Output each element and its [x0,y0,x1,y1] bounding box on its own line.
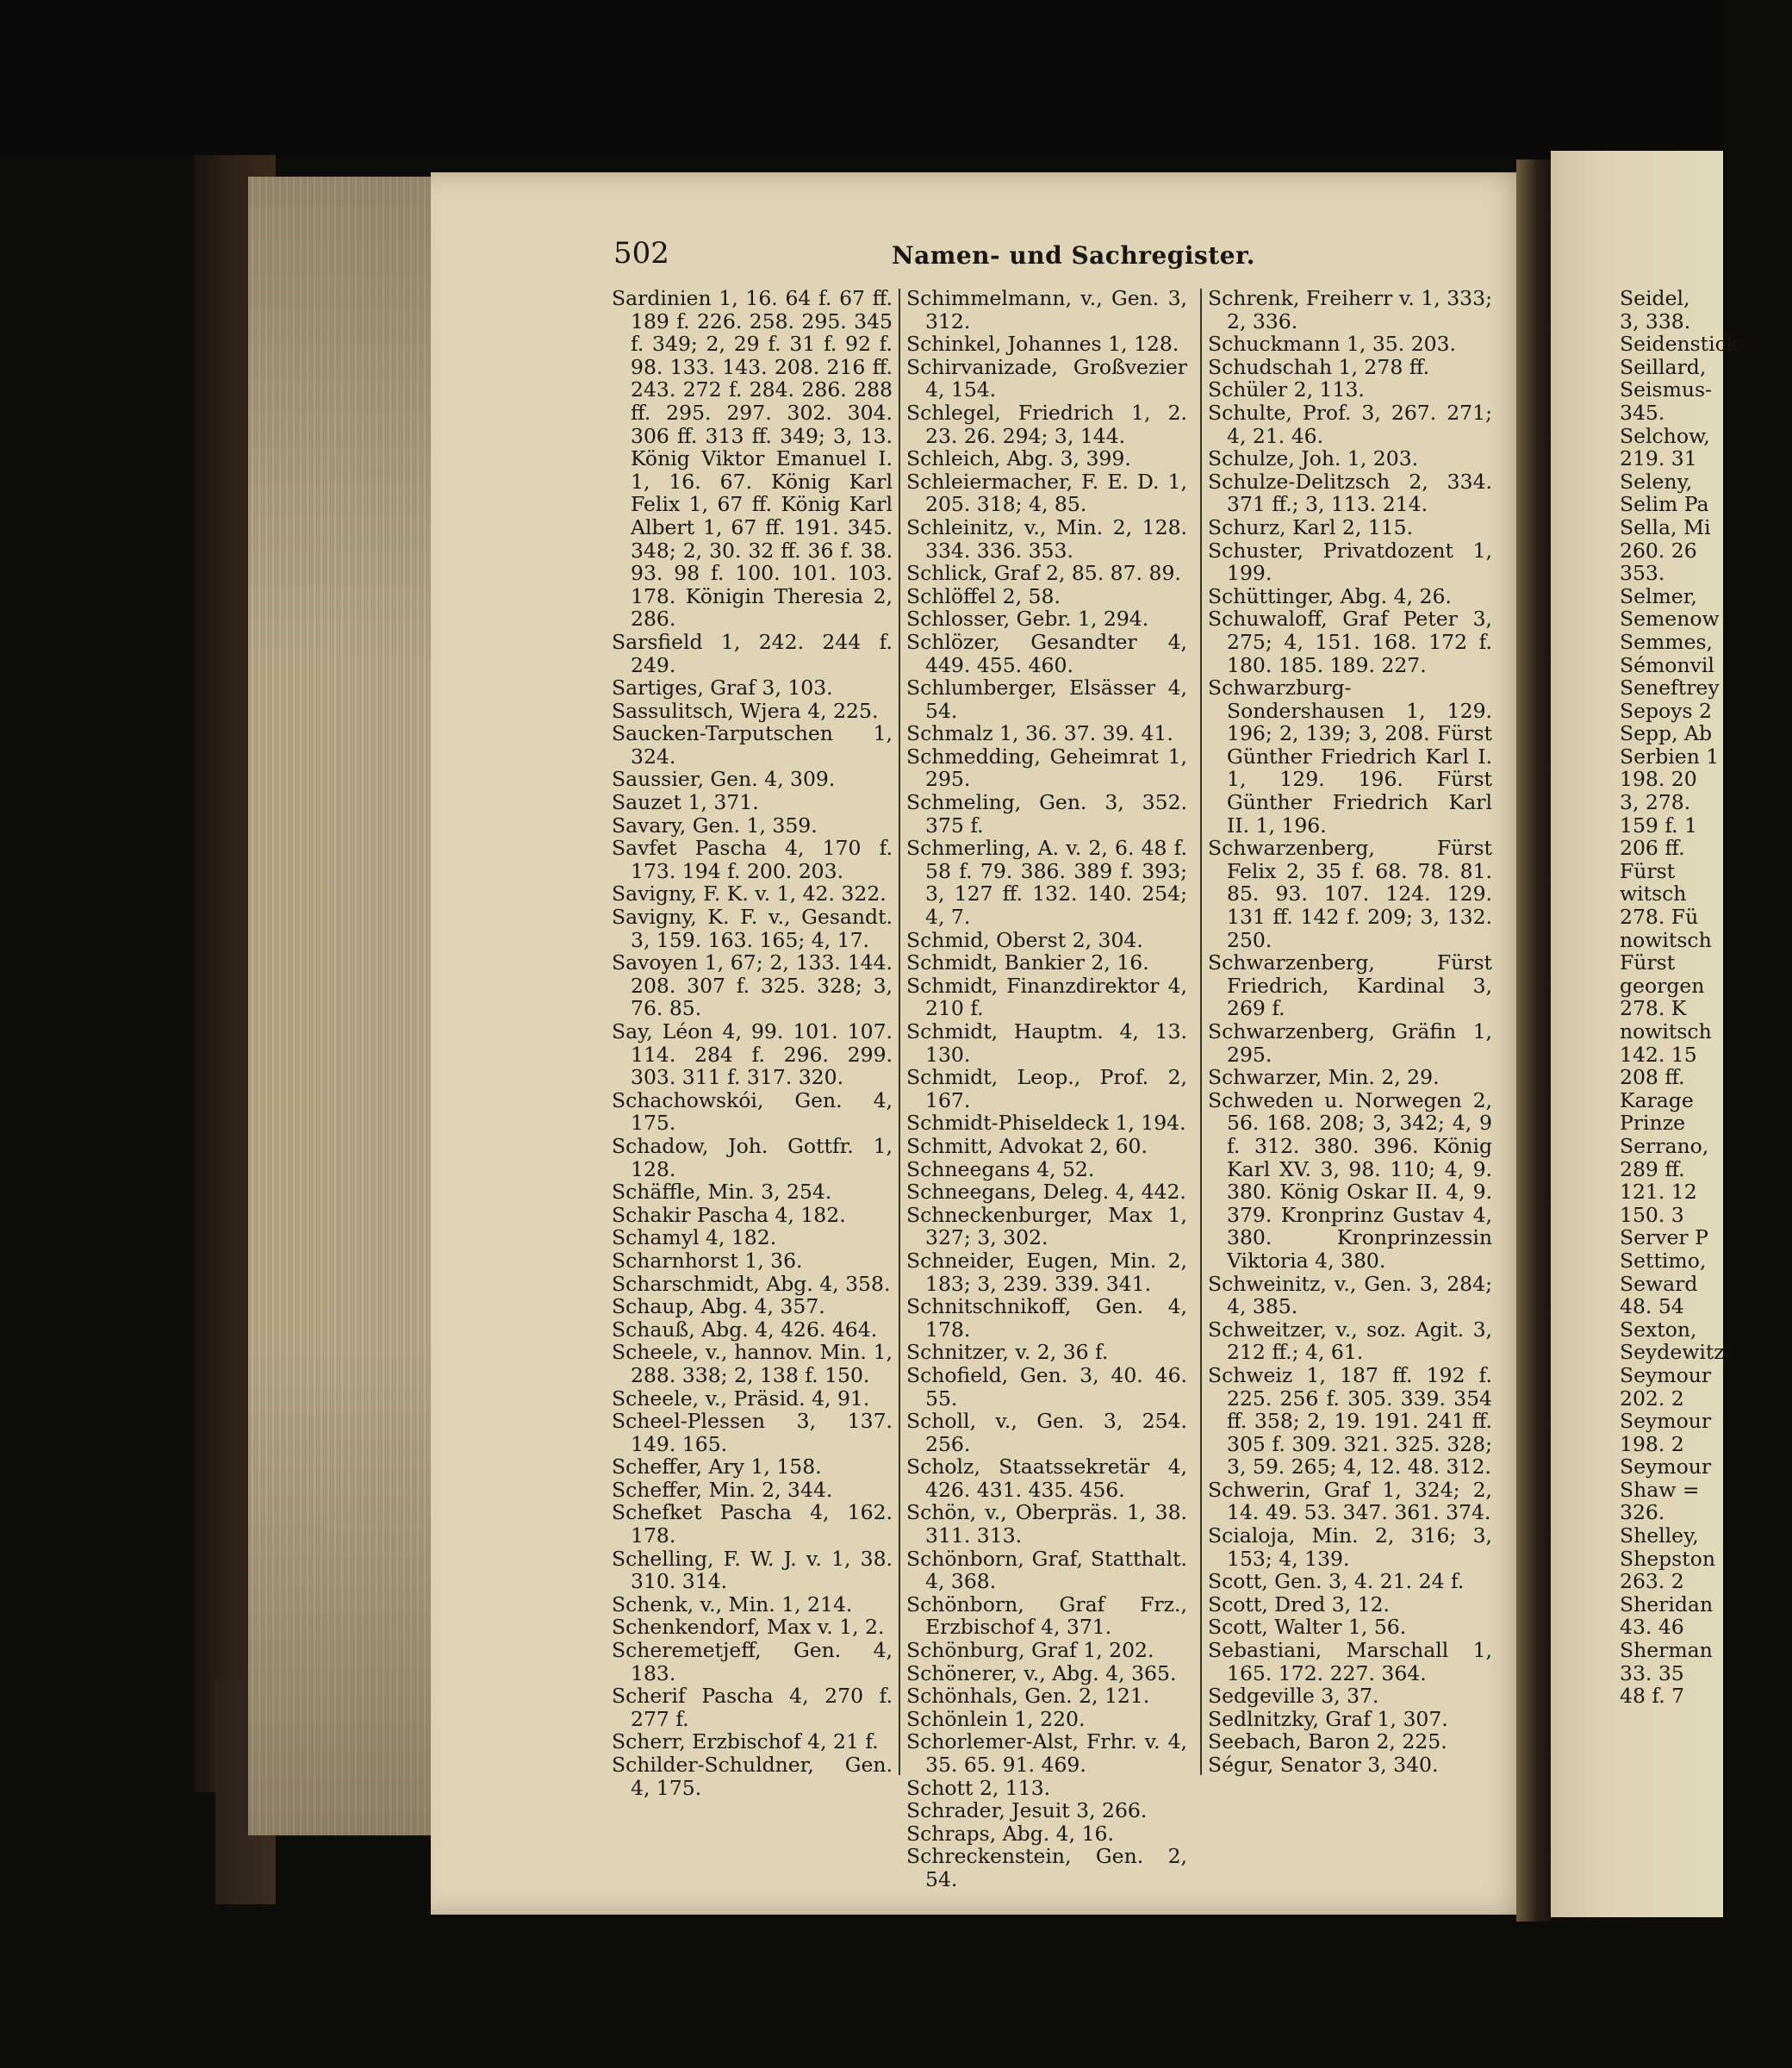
index-entry: Schönhals, Gen. 2, 121. [906,1684,1150,1709]
index-entry: Seward [1620,1271,1698,1296]
index-entry: Schirvanizade, Großvezier 4, 154. [906,354,1187,402]
index-entry: Schmalz 1, 36. 37. 39. 41. [906,721,1173,746]
index-entry: Schlosser, Gebr. 1, 294. [906,607,1149,632]
index-entry: Scialoja, Min. 2, 316; 3, 153; 4, 139. [1208,1523,1492,1571]
index-entry: Schakir Pascha 4, 182. [612,1202,846,1227]
index-entry: 263. 2 [1620,1569,1684,1594]
index-entry: Sémonvil [1620,652,1714,677]
index-entry: Schmedding, Geheimrat 1, 295. [906,744,1187,792]
index-entry: Schmidt, Bankier 2, 16. [906,950,1149,975]
page-header-title: Namen- und Sachregister. [892,241,1255,270]
index-entry: Ségur, Senator 3, 340. [1208,1753,1439,1777]
index-entry: Seillard, [1620,354,1707,379]
index-entry: Schimmelmann, v., Gen. 3, 312. [906,286,1187,333]
index-entry: Schuwaloff, Graf Peter 3, 275; 4, 151. 168. 172 f. 180. 185. 189. 227. [1208,607,1492,677]
index-entry: Schilder-Schuldner, Gen. 4, 175. [612,1753,893,1800]
index-entry: Schleiermacher, F. E. D. 1, 205. 318; 4, 85. [906,469,1187,517]
index-entry: Schnitzer, v. 2, 36 f. [906,1340,1109,1365]
index-entry: Schleich, Abg. 3, 399. [906,446,1131,471]
index-entry: Seidel, [1620,286,1690,310]
index-entry: 202. 2 [1620,1386,1684,1411]
index-entry: 278. K [1620,996,1687,1021]
index-entry: Schorlemer-Alst, Frhr. v. 4, 35. 65. 91. 469. [906,1729,1187,1777]
index-entry: Schweitzer, v., soz. Agit. 3, 212 ff.; 4, 61. [1208,1317,1492,1365]
index-entry: Schweden u. Norwegen 2, 56. 168. 208; 3, 342; 4, 9 f. 312. 380. 396. König Karl XV. 3, 98. 110; 4, 9. 380. König Oskar II. 4, 9. 379. Kronprinz Gustav 4, 380. Kronprinzessin Viktoria 4, 380. [1208,1087,1492,1273]
index-entry: Schwarzburg-Sondershausen 1, 129. 196; 2, 139; 3, 208. Fürst Günther Friedrich Karl I. 1, 129. 196. Fürst Günther Friedrich Karl II. 1, 196. [1208,676,1492,838]
index-entry: Sedgeville 3, 37. [1208,1684,1379,1709]
index-entry: Schön, v., Oberpräs. 1, 38. 311. 313. [906,1500,1187,1548]
index-entry: Schinkel, Johannes 1, 128. [906,332,1179,357]
index-entry: Selmer, [1620,583,1697,608]
index-entry: Seydewitz [1620,1340,1725,1365]
index-entry: Scheffer, Ary 1, 158. [612,1454,822,1479]
index-entry: 3, 278. [1620,790,1691,815]
book-gutter [1516,159,1551,1922]
index-entry: Karage [1620,1087,1694,1112]
index-entry: Schmidt-Phiseldeck 1, 194. [906,1111,1186,1136]
index-entry: Scott, Walter 1, 56. [1208,1615,1407,1640]
index-entry: 198. 2 [1620,1431,1684,1456]
index-entry: Schulte, Prof. 3, 267. 271; 4, 21. 46. [1208,400,1492,448]
index-entry: Schadow, Joh. Gottfr. 1, 128. [612,1133,893,1181]
index-entry: Schmitt, Advokat 2, 60. [906,1133,1148,1158]
index-entry: Schott 2, 113. [906,1775,1051,1800]
index-entry: Seleny, [1620,469,1693,494]
index-entry: Sepoys 2 [1620,698,1712,723]
index-entry: Schrader, Jesuit 3, 266. [906,1798,1148,1823]
index-entry: Shaw = [1620,1477,1700,1502]
index-entry: Settimo, [1620,1248,1707,1273]
index-entry: Serbien 1 [1620,744,1720,769]
index-entry: Scott, Gen. 3, 4. 21. 24 f. [1208,1569,1465,1594]
index-entry: 289 ff. [1620,1156,1685,1181]
index-entry: Schauß, Abg. 4, 426. 464. [612,1317,878,1342]
index-column-3 [1208,287,1492,1777]
index-entry: Schurz, Karl 2, 115. [1208,514,1414,539]
index-entry: 48 f. 7 [1620,1684,1685,1709]
index-entry: Schnitschnikoff, Gen. 4, 178. [906,1294,1187,1342]
index-entry: Sheridan [1620,1591,1714,1616]
background-top [0,0,1723,159]
index-entry: Savfet Pascha 4, 170 f. 173. 194 f. 200. 203. [612,836,893,883]
index-entry: Schrenk, Freiherr v. 1, 333; 2, 336. [1208,286,1492,333]
index-entry: 219. 31 [1620,446,1697,471]
index-entry: Fürst [1620,950,1676,975]
index-entry: Schleinitz, v., Min. 2, 128. 334. 336. 353. [906,514,1187,563]
index-entry: Schwarzenberg, Fürst Friedrich, Kardinal 3, 269 f. [1208,950,1492,1021]
index-entry: Sherman [1620,1638,1713,1663]
index-entry: Scholl, v., Gen. 3, 254. 256. [906,1409,1187,1456]
index-entry: 326. [1620,1500,1665,1525]
index-entry: Seismus- [1620,377,1713,402]
index-entry: Schamyl 4, 182. [612,1225,777,1250]
index-entry: Sassulitsch, Wjera 4, 225. [612,698,879,723]
index-entry: Schraps, Abg. 4, 16. [906,1821,1114,1846]
index-entry: Schönburg, Graf 1, 202. [906,1638,1154,1663]
index-entry: 345. [1620,400,1665,425]
index-entry: 48. 54 [1620,1294,1684,1319]
index-column-4-cropped [1620,287,1792,1708]
index-column-2 [906,287,1187,1891]
index-entry: Savigny, F. K. v. 1, 42. 322. [612,881,887,906]
index-entry: Schwarzer, Min. 2, 29. [1208,1065,1440,1090]
index-entry: Schmid, Oberst 2, 304. [906,927,1143,952]
index-entry: Schudschah 1, 278 ff. [1208,354,1430,379]
index-entry: Schüttinger, Abg. 4, 26. [1208,583,1452,608]
index-entry: Sartiges, Graf 3, 103. [612,676,833,701]
index-entry: 142. 15 [1620,1042,1697,1067]
index-entry: Prinze [1620,1111,1685,1136]
index-entry: Schaup, Abg. 4, 357. [612,1294,825,1319]
index-entry: Schweiz 1, 187 ff. 192 f. 225. 256 f. 305. 339. 354 ff. 358; 2, 19. 191. 241 ff. 305 f. 309. 321. 325. 328; 3, 59. 265; 4, 12. 48. 312. [1208,1362,1492,1479]
index-entry: Selchow, [1620,423,1710,448]
index-entry: Schlumberger, Elsässer 4, 54. [906,676,1187,723]
index-entry: Schlick, Graf 2, 85. 87. 89. [906,561,1181,586]
index-entry: Scheremetjeff, Gen. 4, 183. [612,1638,893,1685]
index-entry: Schönborn, Graf Frz., Erzbischof 4, 371. [906,1591,1187,1640]
index-entry: 3, 338. [1620,308,1691,333]
index-entry: 198. 20 [1620,767,1697,792]
index-entry: Schäffle, Min. 3, 254. [612,1180,832,1205]
index-entry: 353. [1620,561,1665,586]
index-entry: Schmerling, A. v. 2, 6. 48 f. 58 f. 79. 386. 389 f. 393; 3, 127 ff. 132. 140. 254; 4, 7. [906,836,1187,930]
index-entry: Schneckenburger, Max 1, 327; 3, 302. [906,1202,1187,1250]
index-entry: Schuckmann 1, 35. 203. [1208,332,1457,357]
column-rule [1200,289,1202,1775]
index-entry: Scheel-Plessen 3, 137. 149. 165. [612,1409,893,1456]
index-entry: Schmeling, Gen. 3, 352. 375 f. [906,790,1187,838]
index-entry: Scholz, Staatssekretär 4, 426. 431. 435. 456. [906,1454,1187,1502]
index-entry: Schlözer, Gesandter 4, 449. 455. 460. [906,629,1187,677]
index-entry: 159 f. 1 [1620,813,1698,838]
index-entry: Scheele, v., hannov. Min. 1, 288. 338; 2, 138 f. 150. [612,1340,893,1387]
index-entry: Schuster, Privatdozent 1, 199. [1208,538,1492,586]
index-entry: Schulze-Delitzsch 2, 334. 371 ff.; 3, 113. 214. [1208,469,1492,517]
index-entry: Sella, Mi [1620,514,1711,539]
index-entry: Sepp, Ab [1620,721,1713,746]
index-entry: Scherif Pascha 4, 270 f. 277 f. [612,1684,893,1731]
index-entry: Schwarzenberg, Gräfin 1, 295. [1208,1019,1492,1067]
index-entry: Seidenstick [1620,332,1739,357]
index-entry: 43. 46 [1620,1615,1684,1640]
index-entry: Scharschmidt, Abg. 4, 358. [612,1271,891,1296]
index-entry: Shelley, [1620,1523,1699,1548]
index-entry: Say, Léon 4, 99. 101. 107. 114. 284 f. 296. 299. 303. 311 f. 317. 320. [612,1019,893,1090]
index-entry: 278. Fü [1620,905,1699,930]
page-number: 502 [613,236,669,271]
index-entry: Schneider, Eugen, Min. 2, 183; 3, 239. 339. 341. [906,1248,1187,1296]
index-entry: Scherr, Erzbischof 4, 21 f. [612,1729,879,1754]
index-entry: Semmes, [1620,629,1714,654]
index-entry: Schelling, F. W. J. v. 1, 38. 310. 314. [612,1546,893,1594]
index-entry: Sarsfield 1, 242. 244 f. 249. [612,629,893,677]
index-entry: Sedlnitzky, Graf 1, 307. [1208,1706,1448,1731]
index-entry: Scharnhorst 1, 36. [612,1248,803,1273]
index-entry: Semenow [1620,607,1720,632]
index-entry: Schmidt, Leop., Prof. 2, 167. [906,1065,1187,1112]
index-entry: Serrano, [1620,1133,1709,1158]
index-entry: Schönborn, Graf, Statthalt. 4, 368. [906,1546,1187,1594]
index-entry: Schulze, Joh. 1, 203. [1208,446,1419,471]
index-entry: witsch [1620,881,1687,906]
index-entry: Schofield, Gen. 3, 40. 46. 55. [906,1362,1187,1411]
index-entry: Schenk, v., Min. 1, 214. [612,1591,853,1616]
index-entry: Schönerer, v., Abg. 4, 365. [906,1660,1177,1685]
index-entry: Schweinitz, v., Gen. 3, 284; 4, 385. [1208,1271,1492,1319]
index-entry: Schneegans, Deleg. 4, 442. [906,1180,1186,1205]
index-entry: Savigny, K. F. v., Gesandt. 3, 159. 163. 165; 4, 17. [612,905,893,952]
index-entry: 260. 26 [1620,538,1697,563]
index-entry: Selim Pa [1620,492,1709,517]
index-entry: Schmidt, Finanzdirektor 4, 210 f. [906,973,1187,1021]
index-entry: nowitsch [1620,927,1712,952]
index-entry: Seymour [1620,1362,1712,1387]
index-entry: Schlöffel 2, 58. [906,583,1061,608]
index-entry: Scheffer, Min. 2, 344. [612,1477,833,1502]
index-entry: 206 ff. [1620,836,1685,861]
index-entry: Seebach, Baron 2, 225. [1208,1729,1447,1754]
index-entry: Fürst [1620,858,1676,883]
index-entry: Schefket Pascha 4, 162. 178. [612,1500,893,1548]
index-entry: Sardinien 1, 16. 64 f. 67 ff. 189 f. 226. 258. 295. 345 f. 349; 2, 29 f. 31 f. 92 f. 98. 133. 143. 208. 216 ff. 243. 272 f. 284. 286. 288 ff. 295. 297. 302. 304. 306 ff. 313 ff. 349; 3, 13. König Viktor Emanuel I. 1, 16. 67. König Karl Felix 1, 67 ff. König Karl Albert 1, 67 ff. 191. 345. 348; 2, 30. 32 ff. 36 f. 38. 93. 98 f. 100. 101. 103. 178. Königin Theresia 2, 286. [612,286,893,632]
index-entry: Savary, Gen. 1, 359. [612,813,818,838]
index-entry: Schachowskói, Gen. 4, 175. [612,1087,893,1136]
index-entry: Scott, Dred 3, 12. [1208,1591,1390,1616]
index-entry: Schwerin, Graf 1, 324; 2, 14. 49. 53. 347. 361. 374. [1208,1477,1492,1525]
index-entry: 150. 3 [1620,1202,1684,1227]
index-entry: nowitsch [1620,1019,1712,1043]
index-entry: Savoyen 1, 67; 2, 133. 144. 208. 307 f. 325. 328; 3, 76. 85. [612,950,893,1021]
index-entry: Sauzet 1, 371. [612,790,759,815]
index-entry: Seymour [1620,1409,1712,1434]
index-entry: Saucken-Tarputschen 1, 324. [612,721,893,769]
index-entry: Sexton, [1620,1317,1697,1342]
page-edges-shadow [248,177,431,1835]
index-entry: 121. 12 [1620,1180,1697,1205]
column-rule [899,289,900,1775]
index-entry: Schönlein 1, 220. [906,1706,1086,1731]
index-entry: Schüler 2, 113. [1208,377,1365,402]
index-entry: Sebastiani, Marschall 1, 165. 172. 227. 364. [1208,1638,1492,1685]
index-entry: Schenkendorf, Max v. 1, 2. [612,1615,885,1640]
index-entry: Saussier, Gen. 4, 309. [612,767,836,792]
index-entry: Schreckenstein, Gen. 2, 54. [906,1844,1187,1891]
index-entry: georgen [1620,973,1705,998]
index-entry: Schmidt, Hauptm. 4, 13. 130. [906,1019,1187,1067]
index-entry: Scheele, v., Präsid. 4, 91. [612,1386,870,1411]
index-entry: Shepston [1620,1546,1715,1571]
index-entry: 33. 35 [1620,1660,1684,1685]
index-entry: 208 ff. [1620,1065,1685,1090]
index-entry: Schneegans 4, 52. [906,1156,1095,1181]
index-entry: Seymour [1620,1454,1712,1479]
index-entry: Seneftrey [1620,676,1720,701]
index-column-1 [612,287,893,1799]
index-entry: Server P [1620,1225,1708,1250]
index-entry: Schlegel, Friedrich 1, 2. 23. 26. 294; 3, 144. [906,400,1187,448]
index-entry: Schwarzenberg, Fürst Felix 2, 35 f. 68. 78. 81. 85. 93. 107. 124. 129. 131 ff. 142 f. 209; 3, 132. 250. [1208,836,1492,952]
